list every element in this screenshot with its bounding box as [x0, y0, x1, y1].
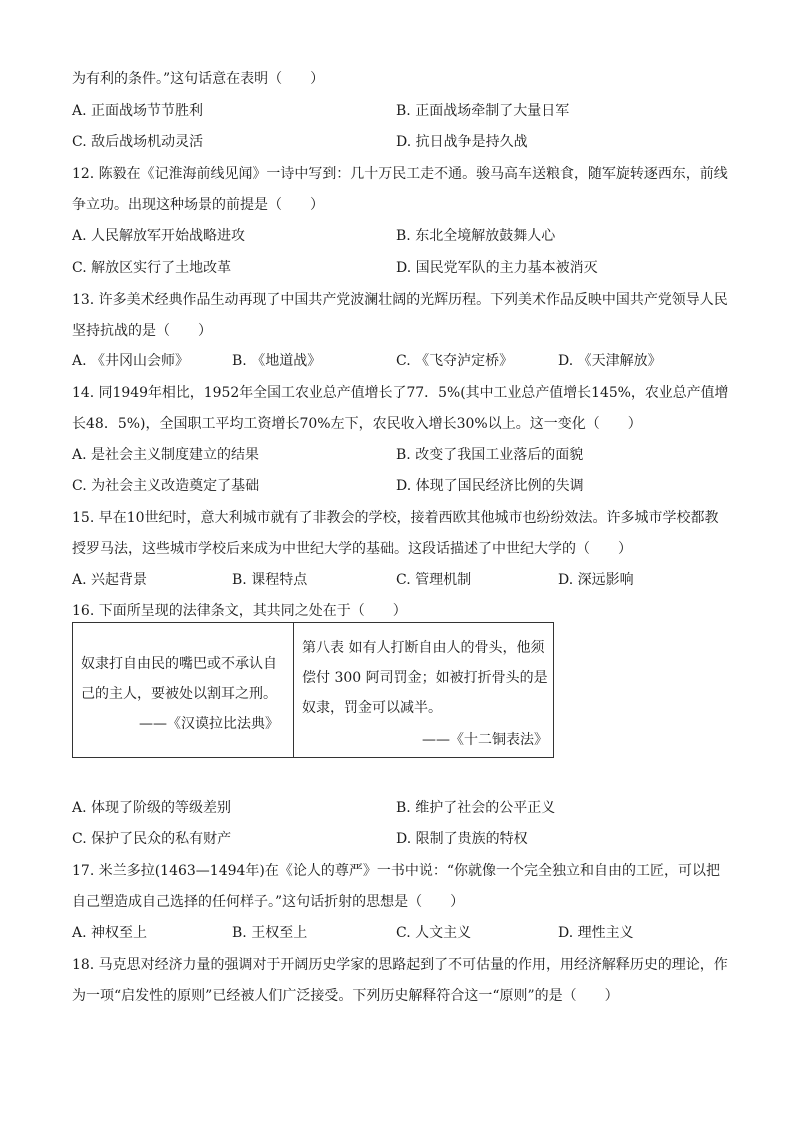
twelve-tables-text-line2: 偿付 300 阿司罚金；如被打折骨头的是 [302, 670, 548, 686]
hammurabi-source: ——《汉谟拉比法典》 [139, 716, 279, 732]
q14-option-d[interactable]: D. 体现了国民经济比例的失调 [396, 478, 584, 494]
q14-option-a[interactable]: A. 是社会主义制度建立的结果 [72, 447, 260, 463]
q17-option-c[interactable]: C. 人文主义 [396, 925, 472, 941]
q13-stem-line2: 坚持抗战的是（ ） [72, 323, 212, 339]
q17-option-a[interactable]: A. 神权至上 [72, 925, 148, 941]
q11-option-b[interactable]: B. 正面战场牵制了大量日军 [396, 103, 570, 119]
q17-stem-line1: 17. 米兰多拉(1463—1494年)在《论人的尊严》一书中说：“你就像一个完全独立和自由的工匠，可以把 [72, 863, 721, 879]
hammurabi-text-line2: 己的主人，要被处以割耳之刑。 [81, 686, 277, 702]
hammurabi-text-line1: 奴隶打自由民的嘴巴或不承认自 [81, 656, 277, 672]
q18-stem-line2: 为一项“启发性的原则”已经被人们广泛接受。下列历史解释符合这一“原则”的是（ ） [72, 988, 619, 1004]
twelve-tables-text-line3: 奴隶，罚金可以减半。 [302, 700, 442, 716]
q13-option-d[interactable]: D. 《天津解放》 [558, 353, 662, 369]
q11-option-c[interactable]: C. 敌后战场机动灵活 [72, 134, 204, 150]
q15-option-d[interactable]: D. 深远影响 [558, 572, 634, 588]
q16-stem: 16. 下面所呈现的法律条文，其共同之处在于（ ） [72, 603, 407, 619]
table-cell-hammurabi [73, 623, 294, 757]
twelve-tables-text-line1: 第八表 如有人打断自由人的骨头，他须 [302, 640, 545, 656]
q17-option-b[interactable]: B. 王权至上 [232, 925, 308, 941]
q13-stem-line1: 13. 许多美术经典作品生动再现了中国共产党波澜壮阔的光辉历程。下列美术作品反映中国共产党领导人民 [72, 292, 728, 308]
q16-option-a[interactable]: A. 体现了阶级的等级差别 [72, 800, 232, 816]
q15-option-b[interactable]: B. 课程特点 [232, 572, 308, 588]
q17-option-d[interactable]: D. 理性主义 [558, 925, 634, 941]
q14-stem-line1: 14. 同1949年相比，1952年全国工农业总产值增长了77．5%(其中工业总产值增长145%，农业总产值增 [72, 385, 729, 401]
q13-option-c[interactable]: C. 《飞夺泸定桥》 [396, 353, 514, 369]
q12-stem-line2: 争立功。出现这种场景的前提是（ ） [72, 197, 324, 213]
q12-option-d[interactable]: D. 国民党军队的主力基本被消灭 [396, 260, 598, 276]
q13-option-a[interactable]: A. 《井冈山会师》 [72, 353, 190, 369]
q12-option-b[interactable]: B. 东北全境解放鼓舞人心 [396, 228, 556, 244]
q12-option-c[interactable]: C. 解放区实行了土地改革 [72, 260, 232, 276]
law-comparison-table [72, 622, 554, 758]
q11-stem-end: 为有利的条件。”这句话意在表明（ ） [72, 71, 325, 87]
q15-stem-line1: 15. 早在10世纪时，意大利城市就有了非教会的学校，接着西欧其他城市也纷纷效法。许多城市学校都教 [72, 510, 719, 526]
q15-option-a[interactable]: A. 兴起背景 [72, 572, 148, 588]
q11-option-a[interactable]: A. 正面战场节节胜利 [72, 103, 204, 119]
q14-option-c[interactable]: C. 为社会主义改造奠定了基础 [72, 478, 260, 494]
twelve-tables-source: ——《十二铜表法》 [422, 732, 548, 748]
q15-option-c[interactable]: C. 管理机制 [396, 572, 472, 588]
q17-stem-line2: 自己塑造成自己选择的任何样子。”这句话折射的思想是（ ） [72, 894, 465, 910]
q13-option-b[interactable]: B. 《地道战》 [232, 353, 322, 369]
q12-option-a[interactable]: A. 人民解放军开始战略进攻 [72, 228, 246, 244]
q16-option-b[interactable]: B. 维护了社会的公平正义 [396, 800, 556, 816]
q11-option-d[interactable]: D. 抗日战争是持久战 [396, 134, 528, 150]
q16-option-c[interactable]: C. 保护了民众的私有财产 [72, 831, 232, 847]
q12-stem-line1: 12. 陈毅在《记淮海前线见闻》一诗中写到：几十万民工走不通。骏马高车送粮食，随军旋转逐西东，前线 [72, 166, 728, 182]
q14-stem-line2: 长48．5%)，全国职工平均工资增长70%左下，农民收入增长30%以上。这一变化（ ） [72, 416, 642, 432]
table-cell-twelve-tables [294, 623, 553, 757]
q16-option-d[interactable]: D. 限制了贵族的特权 [396, 831, 528, 847]
q14-option-b[interactable]: B. 改变了我国工业落后的面貌 [396, 447, 584, 463]
q18-stem-line1: 18. 马克思对经济力量的强调对于开阔历史学家的思路起到了不可估量的作用，用经济解释历史的理论，作 [72, 957, 728, 973]
q15-stem-line2: 授罗马法，这些城市学校后来成为中世纪大学的基础。这段话描述了中世纪大学的（ ） [72, 541, 632, 557]
